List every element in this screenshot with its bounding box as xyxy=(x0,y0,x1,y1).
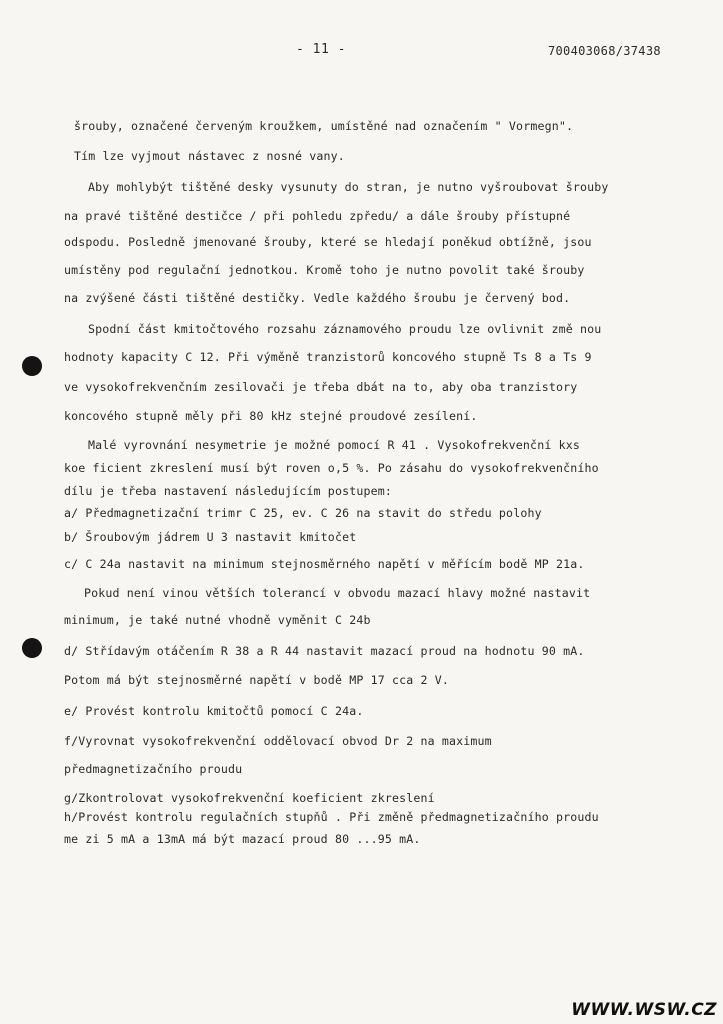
text-line: g/Zkontrolovat vysokofrekvenční koeficient zkreslení xyxy=(64,791,435,805)
text-line: minimum, je také nutné vhodně vyměnit C 24b xyxy=(64,613,371,627)
text-line: hodnoty kapacity C 12. Při výměně tranzistorů koncového stupně Ts 8 a Ts 9 xyxy=(64,350,592,364)
text-line: ve vysokofrekvenčním zesilovači je třeba dbát na to, aby oba tranzistory xyxy=(64,380,578,394)
text-line: koncového stupně měly při 80 kHz stejné proudové zesílení. xyxy=(64,409,478,423)
text-line: Tím lze vyjmout nástavec z nosné vany. xyxy=(74,149,345,163)
text-line: e/ Provést kontrolu kmitočtů pomocí C 24a. xyxy=(64,704,364,718)
text-line: Spodní část kmitočtového rozsahu záznamového proudu lze ovlivnit změ nou xyxy=(88,322,602,336)
text-line: d/ Střídavým otáčením R 38 a R 44 nastavit mazací proud na hodnotu 90 mA. xyxy=(64,644,585,658)
text-line: Pokud není vinou větších tolerancí v obvodu mazací hlavy možné nastavit xyxy=(84,586,591,600)
text-line: na pravé tištěné destičce / při pohledu zpředu/ a dále šrouby přístupné xyxy=(64,209,571,223)
text-line: Aby mohlybýt tištěné desky vysunuty do stran, je nutno vyšroubovat šrouby xyxy=(88,180,609,194)
text-line: šrouby, označené červeným kroužkem, umístěné nad označením " Vormegn". xyxy=(74,119,574,133)
text-line: odspodu. Posledně jmenované šrouby, které se hledají poněkud obtížně, jsou xyxy=(64,235,592,249)
text-line: h/Provést kontrolu regulačních stupňů . Při změně předmagnetizačního proudu xyxy=(64,810,599,824)
text-line: koe ficient zkreslení musí být roven o,5 %. Po zásahu do vysokofrekvenčního xyxy=(64,461,599,475)
watermark-url: WWW.WSW.CZ xyxy=(571,1000,717,1020)
page-number: - 11 - xyxy=(296,42,346,57)
punch-hole-bottom xyxy=(22,638,42,658)
punch-hole-top xyxy=(22,356,42,376)
text-line: umístěny pod regulační jednotkou. Kromě toho je nutno povolit také šrouby xyxy=(64,263,585,277)
text-line: Potom má být stejnosměrné napětí v bodě MP 17 cca 2 V. xyxy=(64,673,450,687)
text-line: f/Vyrovnat vysokofrekvenční oddělovací obvod Dr 2 na maximum xyxy=(64,734,492,748)
document-reference: 700403068/37438 xyxy=(548,44,661,58)
text-line: b/ Šroubovým jádrem U 3 nastavit kmitočet xyxy=(64,530,357,544)
text-line: na zvýšené části tištěné destičky. Vedle každého šroubu je červený bod. xyxy=(64,291,571,305)
text-line: a/ Předmagnetizační trimr C 25, ev. C 26 na stavit do středu polohy xyxy=(64,506,542,520)
text-line: předmagnetizačního proudu xyxy=(64,762,243,776)
text-line: Malé vyrovnání nesymetrie je možné pomocí R 41 . Vysokofrekvenční kxs xyxy=(88,438,580,452)
text-line: c/ C 24a nastavit na minimum stejnosměrného napětí v měřícím bodě MP 21a. xyxy=(64,557,585,571)
text-line: dílu je třeba nastavení následujícím postupem: xyxy=(64,484,392,498)
text-line: me zi 5 mA a 13mA má být mazací proud 80 ...95 mA. xyxy=(64,832,421,846)
